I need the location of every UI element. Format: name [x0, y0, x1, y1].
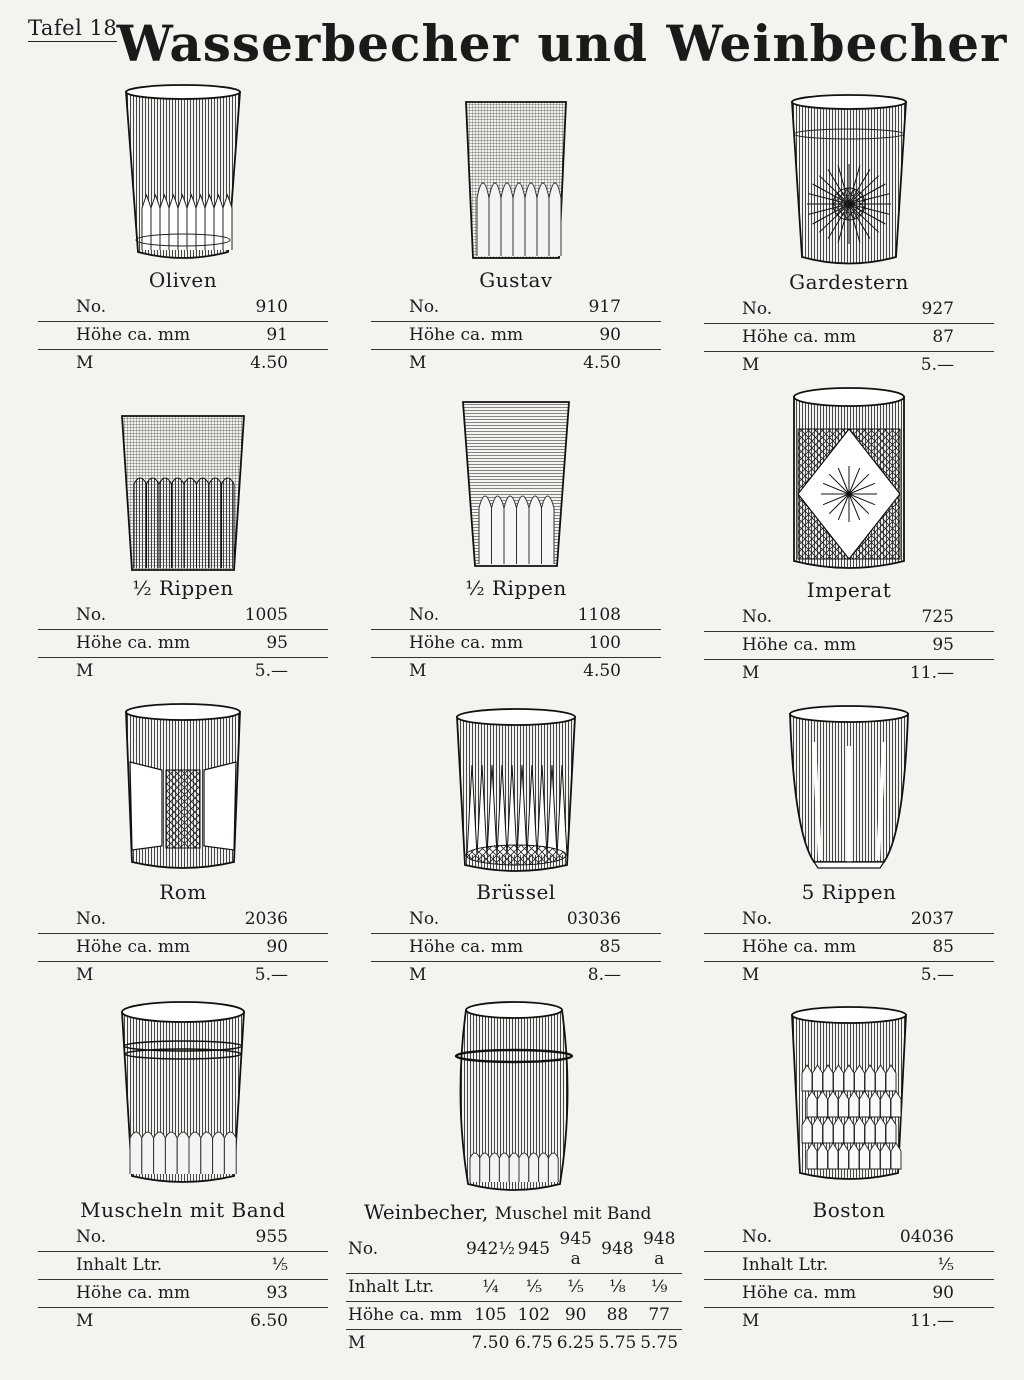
spec-value: 6.50	[250, 1311, 288, 1331]
spec-value: 5.—	[254, 661, 288, 681]
product-name: Oliven	[148, 268, 218, 292]
product-card	[371, 398, 661, 685]
spec-row	[704, 632, 994, 660]
spec-value: 85	[550, 934, 661, 962]
spec-row	[371, 962, 661, 990]
spec-row	[704, 296, 994, 324]
spec-value: 4.50	[583, 661, 621, 681]
spec-value: 4.50	[583, 353, 621, 373]
spec-label: Höhe ca. mm	[371, 934, 550, 962]
product-name: Rom	[159, 880, 207, 904]
spec-row	[346, 1274, 682, 1302]
spec-label: M	[742, 663, 760, 683]
spec-label: Inhalt Ltr.	[704, 1252, 883, 1280]
product-name-main: Weinbecher,	[364, 1200, 489, 1224]
spec-value: 77	[636, 1302, 682, 1330]
spec-row	[371, 630, 661, 658]
spec-label: No.	[371, 294, 563, 322]
spec-row	[38, 906, 328, 934]
glass-illustration	[451, 705, 581, 877]
spec-value: 04036	[883, 1224, 994, 1252]
spec-table	[38, 602, 328, 685]
spec-label: Höhe ca. mm	[38, 934, 225, 962]
product-name: Brüssel	[476, 880, 556, 904]
product-name: Imperat	[806, 578, 892, 602]
spec-value: 95	[891, 632, 994, 660]
spec-row	[371, 906, 661, 934]
spec-row	[371, 602, 661, 630]
spec-label: No.	[371, 906, 550, 934]
spec-label: Höhe ca. mm	[704, 324, 900, 352]
spec-table	[346, 1226, 682, 1357]
spec-value: 910	[230, 294, 328, 322]
spec-label: M	[76, 661, 94, 681]
spec-label: M	[742, 1311, 760, 1331]
glass-illustration	[784, 385, 914, 575]
spec-value: 955	[230, 1224, 328, 1252]
spec-table	[371, 294, 661, 377]
spec-value: 03036	[550, 906, 661, 934]
spec-row	[371, 322, 661, 350]
spec-value: 105	[466, 1302, 515, 1330]
spec-value: 11.—	[909, 1311, 954, 1331]
glass-illustration	[784, 702, 914, 872]
spec-value: 90	[563, 322, 661, 350]
spec-label: No.	[704, 1224, 883, 1252]
product-card	[704, 385, 994, 687]
spec-label: Höhe ca. mm	[704, 934, 891, 962]
spec-row	[704, 962, 994, 990]
spec-label: No.	[371, 602, 558, 630]
product-card	[38, 80, 328, 377]
spec-row	[38, 1252, 328, 1280]
spec-label: No.	[38, 1224, 230, 1252]
spec-label: M	[348, 1333, 366, 1353]
spec-row	[704, 934, 994, 962]
glass-illustration	[118, 998, 248, 1188]
spec-value: 2036	[225, 906, 328, 934]
spec-row	[704, 1308, 994, 1336]
spec-row	[38, 1308, 328, 1336]
spec-label: No.	[346, 1226, 466, 1274]
product-card	[371, 705, 661, 989]
spec-value: 945	[515, 1226, 553, 1274]
spec-value: 87	[900, 324, 994, 352]
spec-value: 7.50	[471, 1333, 510, 1353]
spec-label: Höhe ca. mm	[371, 630, 558, 658]
spec-table	[371, 602, 661, 685]
spec-label: Höhe ca. mm	[704, 632, 891, 660]
spec-label: M	[409, 661, 427, 681]
spec-value: 948	[598, 1226, 636, 1274]
spec-value: 5.—	[920, 355, 954, 375]
spec-value: 6.25	[556, 1333, 595, 1353]
weinbecher-card	[346, 998, 682, 1357]
product-name: Muscheln mit Band	[80, 1198, 286, 1222]
spec-row	[38, 1224, 328, 1252]
spec-row	[38, 934, 328, 962]
spec-label: Inhalt Ltr.	[346, 1274, 466, 1302]
product-name: Gustav	[479, 268, 553, 292]
spec-label: No.	[704, 296, 900, 324]
spec-value: 90	[553, 1302, 599, 1330]
spec-label: No.	[38, 906, 225, 934]
spec-value: 91	[230, 322, 328, 350]
spec-row	[704, 604, 994, 632]
spec-row	[704, 352, 994, 380]
glass-illustration	[118, 80, 248, 265]
plate-number: Tafel 18	[28, 16, 118, 40]
product-name: Boston	[812, 1198, 886, 1222]
spec-value: 102	[515, 1302, 553, 1330]
spec-label: M	[76, 353, 94, 373]
spec-row	[704, 1252, 994, 1280]
spec-row	[38, 350, 328, 378]
spec-value: 90	[883, 1280, 994, 1308]
spec-row	[704, 1280, 994, 1308]
spec-value: 725	[891, 604, 994, 632]
spec-row	[371, 934, 661, 962]
spec-label: Höhe ca. mm	[38, 322, 230, 350]
spec-table	[704, 296, 994, 379]
spec-row	[38, 630, 328, 658]
spec-row	[371, 350, 661, 378]
spec-value: 8.—	[587, 965, 621, 985]
spec-value: ⅕	[515, 1274, 553, 1302]
product-name-sub: Muschel mit Band	[494, 1204, 652, 1224]
product-name: ½ Rippen	[465, 576, 567, 600]
spec-row	[38, 602, 328, 630]
spec-row	[38, 294, 328, 322]
spec-label: No.	[38, 294, 230, 322]
spec-label: Inhalt Ltr.	[38, 1252, 230, 1280]
product-card	[704, 702, 994, 989]
spec-row	[38, 1280, 328, 1308]
spec-row	[346, 1330, 682, 1358]
spec-row	[346, 1226, 682, 1274]
spec-value: ⅕	[553, 1274, 599, 1302]
spec-value: 90	[225, 934, 328, 962]
spec-row	[704, 660, 994, 688]
spec-value: 927	[900, 296, 994, 324]
product-card	[704, 1003, 994, 1335]
glass-illustration	[784, 92, 914, 270]
glass-illustration	[452, 998, 576, 1198]
product-name: Gardestern	[789, 270, 909, 294]
spec-label: No.	[704, 906, 891, 934]
product-card	[38, 998, 328, 1335]
spec-row	[346, 1302, 682, 1330]
spec-value: 4.50	[250, 353, 288, 373]
spec-row	[704, 906, 994, 934]
spec-value: 948 a	[636, 1226, 682, 1274]
spec-table	[704, 604, 994, 687]
spec-value: ⅛	[598, 1274, 636, 1302]
spec-value: 945 a	[553, 1226, 599, 1274]
spec-row	[704, 324, 994, 352]
spec-label: No.	[704, 604, 891, 632]
spec-value: 5.—	[254, 965, 288, 985]
product-name: 5 Rippen	[801, 880, 897, 904]
spec-label: Höhe ca. mm	[38, 630, 225, 658]
spec-label: M	[409, 353, 427, 373]
spec-value: 100	[558, 630, 661, 658]
spec-label: No.	[38, 602, 225, 630]
product-card	[704, 92, 994, 379]
spec-value: 2037	[891, 906, 994, 934]
spec-table	[371, 906, 661, 989]
spec-value: 5.75	[640, 1333, 679, 1353]
spec-value: ¼	[466, 1274, 515, 1302]
spec-table	[38, 1224, 328, 1335]
spec-value: 93	[230, 1280, 328, 1308]
page-title: Wasserbecher und Weinbecher	[116, 14, 1008, 73]
spec-value: 1108	[558, 602, 661, 630]
glass-illustration	[451, 398, 581, 570]
spec-row	[38, 658, 328, 686]
spec-label: Höhe ca. mm	[346, 1302, 466, 1330]
product-name: ½ Rippen	[132, 576, 234, 600]
spec-value: ⅑	[636, 1274, 682, 1302]
glass-illustration	[118, 700, 248, 872]
product-name	[346, 1200, 682, 1226]
spec-row	[38, 962, 328, 990]
spec-row	[371, 658, 661, 686]
spec-value: 85	[891, 934, 994, 962]
spec-table	[38, 294, 328, 377]
spec-value: 11.—	[909, 663, 954, 683]
spec-value: 95	[225, 630, 328, 658]
spec-value: ⅕	[883, 1252, 994, 1280]
spec-label: Höhe ca. mm	[38, 1280, 230, 1308]
spec-value: ⅕	[230, 1252, 328, 1280]
spec-table	[704, 906, 994, 989]
spec-label: M	[76, 965, 94, 985]
product-card	[38, 700, 328, 989]
spec-row	[38, 322, 328, 350]
glass-illustration	[451, 98, 581, 263]
spec-label: M	[742, 965, 760, 985]
spec-value: 942½	[466, 1226, 515, 1274]
spec-row	[704, 1224, 994, 1252]
spec-label: M	[409, 965, 427, 985]
glass-illustration	[118, 412, 248, 574]
glass-illustration	[784, 1003, 914, 1185]
spec-label: Höhe ca. mm	[371, 322, 563, 350]
product-card	[38, 412, 328, 685]
spec-value: 88	[598, 1302, 636, 1330]
product-card	[371, 98, 661, 377]
spec-value: 1005	[225, 602, 328, 630]
spec-label: M	[742, 355, 760, 375]
spec-value: 5.—	[920, 965, 954, 985]
spec-label: M	[76, 1311, 94, 1331]
spec-value: 6.75	[514, 1333, 553, 1353]
spec-table	[38, 906, 328, 989]
spec-label: Höhe ca. mm	[704, 1280, 883, 1308]
spec-value: 5.75	[598, 1333, 637, 1353]
spec-value: 917	[563, 294, 661, 322]
spec-row	[371, 294, 661, 322]
spec-table	[704, 1224, 994, 1335]
